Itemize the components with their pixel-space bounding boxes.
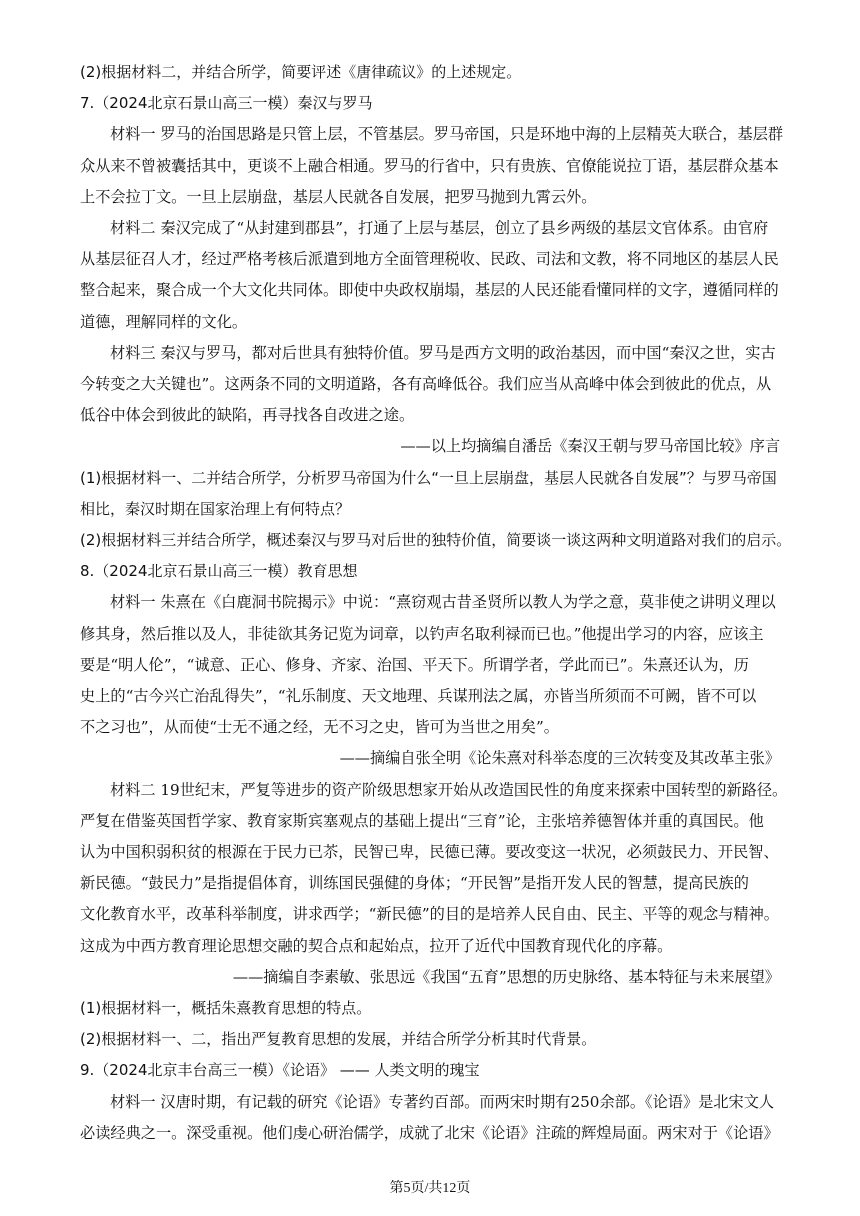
- text-line: 要是“明人伦”，“诚意、正心、修身、齐家、治国、平天下。所谓学者，学此而已”。朱熹还认为，历: [80, 655, 749, 674]
- question-line: 9.（2024北京丰台高三一模）《论语》 —— 人类文明的瑰宝: [80, 1061, 480, 1080]
- text-line: 严复在借鉴英国哲学家、教育家斯宾塞观点的基础上提出“三育”论，主张培养德智体并重的真国民。他: [80, 811, 764, 830]
- question-line: (2)根据材料二，并结合所学，简要评述《唐律疏议》的上述规定。: [80, 63, 522, 81]
- text-line: 史上的“古今兴亡治乱得失”，“礼乐制度、天文地理、兵谋刑法之属，亦皆当所须而不可阙，皆不可以: [80, 687, 757, 705]
- page-footer: 第5页/共12页: [389, 1181, 471, 1196]
- question-line: 相比，秦汉时期在国家治理上有何特点？: [80, 499, 351, 518]
- text-line: 道德，理解同样的文化。: [80, 312, 248, 331]
- question-line: (2)根据材料一、二，指出严复教育思想的发展，并结合所学分析其时代背景。: [80, 1030, 597, 1049]
- text-line: 新民德。“鼓民力”是指提倡体育，训练国民强健的身体；“开民智”是指开发人民的智慧，提高民族的: [80, 874, 749, 893]
- text-line: 必读经典之一。深受重视。他们虔心研治儒学，成就了北宋《论语》注疏的辉煌局面。两宋对于《论语》: [80, 1123, 779, 1142]
- text-line: 低谷中体会到彼此的缺陷，再寻找各自改进之途。: [80, 406, 415, 425]
- question-line: (1)根据材料一、二并结合所学，分析罗马帝国为什么“一旦上层崩盘，基层人民就各自发展”？与罗马帝国: [80, 468, 777, 487]
- text-line: 材料一 汉唐时期，有记载的研究《论语》专著约百部。而两宋时期有250余部。《论语》是北宋文人: [110, 1092, 775, 1111]
- question-line: 8.（2024北京石景山高三一模）教育思想: [80, 562, 358, 581]
- text-line: 材料二 19世纪末，严复等进步的资产阶级思想家开始从改造国民性的角度来探索中国转型的新路径。: [110, 780, 788, 799]
- text-line: 材料三 秦汉与罗马，都对后世具有独特价值。罗马是西方文明的政治基因，而中国“秦汉之世，实古: [110, 343, 776, 362]
- question-line: (1)根据材料一，概括朱熹教育思想的特点。: [80, 999, 372, 1017]
- text-line: 文化教育水平，改革科举制度，讲求西学；“新民德”的目的是培养人民自由、民主、平等的观念与精神。: [80, 905, 779, 924]
- text-line: 今转变之大关键也”。这两条不同的文明道路，各有高峰低谷。我们应当从高峰中体会到彼此的优点，从: [80, 375, 772, 393]
- text-line: 材料一 罗马的治国思路是只管上层，不管基层。罗马帝国，只是环地中海的上层精英大联合，基层群: [110, 125, 784, 144]
- question-line: 7.（2024北京石景山高三一模）秦汉与罗马: [80, 94, 373, 113]
- source-citation: ——摘编自张全明《论朱熹对科举态度的三次转变及其改革主张》: [339, 749, 780, 768]
- text-line: 修其身，然后推以及人，非徒欲其务记览为词章，以钓声名取利禄而已也。”他提出学习的内容，应该主: [80, 624, 764, 643]
- text-line: 整合起来，聚合成一个大文化共同体。即使中央政权崩塌，基层的人民还能看懂同样的文字，遵循同样的: [80, 281, 779, 300]
- text-line: 认为中国积弱积贫的根源在于民力已苶，民智已卑，民德已薄。要改变这一状况，必须鼓民力、开民智、: [80, 843, 779, 861]
- text-line: 上不会拉丁文。一旦上层崩盘，基层人民就各自发展，把罗马抛到九霄云外。: [80, 187, 597, 206]
- text-line: 材料一 朱熹在《白鹿洞书院揭示》中说：“熹窃观古昔圣贤所以教人为学之意，莫非使之讲明义理以: [110, 593, 776, 612]
- text-line: 材料二 秦汉完成了“从封建到郡县”，打通了上层与基层，创立了县乡两级的基层文官体系。由官府: [110, 219, 769, 237]
- question-line: (2)根据材料三并结合所学，概述秦汉与罗马对后世的独特价值，简要谈一谈这两种文明道路对我们的启示。: [80, 531, 792, 549]
- text-line: 不之习也”，从而使“士无不通之经，无不习之史，皆可为当世之用矣”。: [80, 718, 559, 737]
- source-citation: ——以上均摘编自潘岳《秦汉王朝与罗马帝国比较》序言: [400, 437, 780, 456]
- text-line: 众从来不曾被囊括其中，更谈不上融合相通。罗马的行省中，只有贵族、官僚能说拉丁语，基层群众基本: [80, 156, 779, 175]
- text-line: 从基层征召人才，经过严格考核后派遣到地方全面管理税收、民政、司法和文教，将不同地区的基层人民: [80, 250, 779, 269]
- source-citation: ——摘编自李素敏、张思远《我国“五育”思想的历史脉络、基本特征与未来展望》: [232, 967, 780, 986]
- text-line: 这成为中西方教育理论思想交融的契合点和起始点，拉开了近代中国教育现代化的序幕。: [80, 936, 673, 955]
